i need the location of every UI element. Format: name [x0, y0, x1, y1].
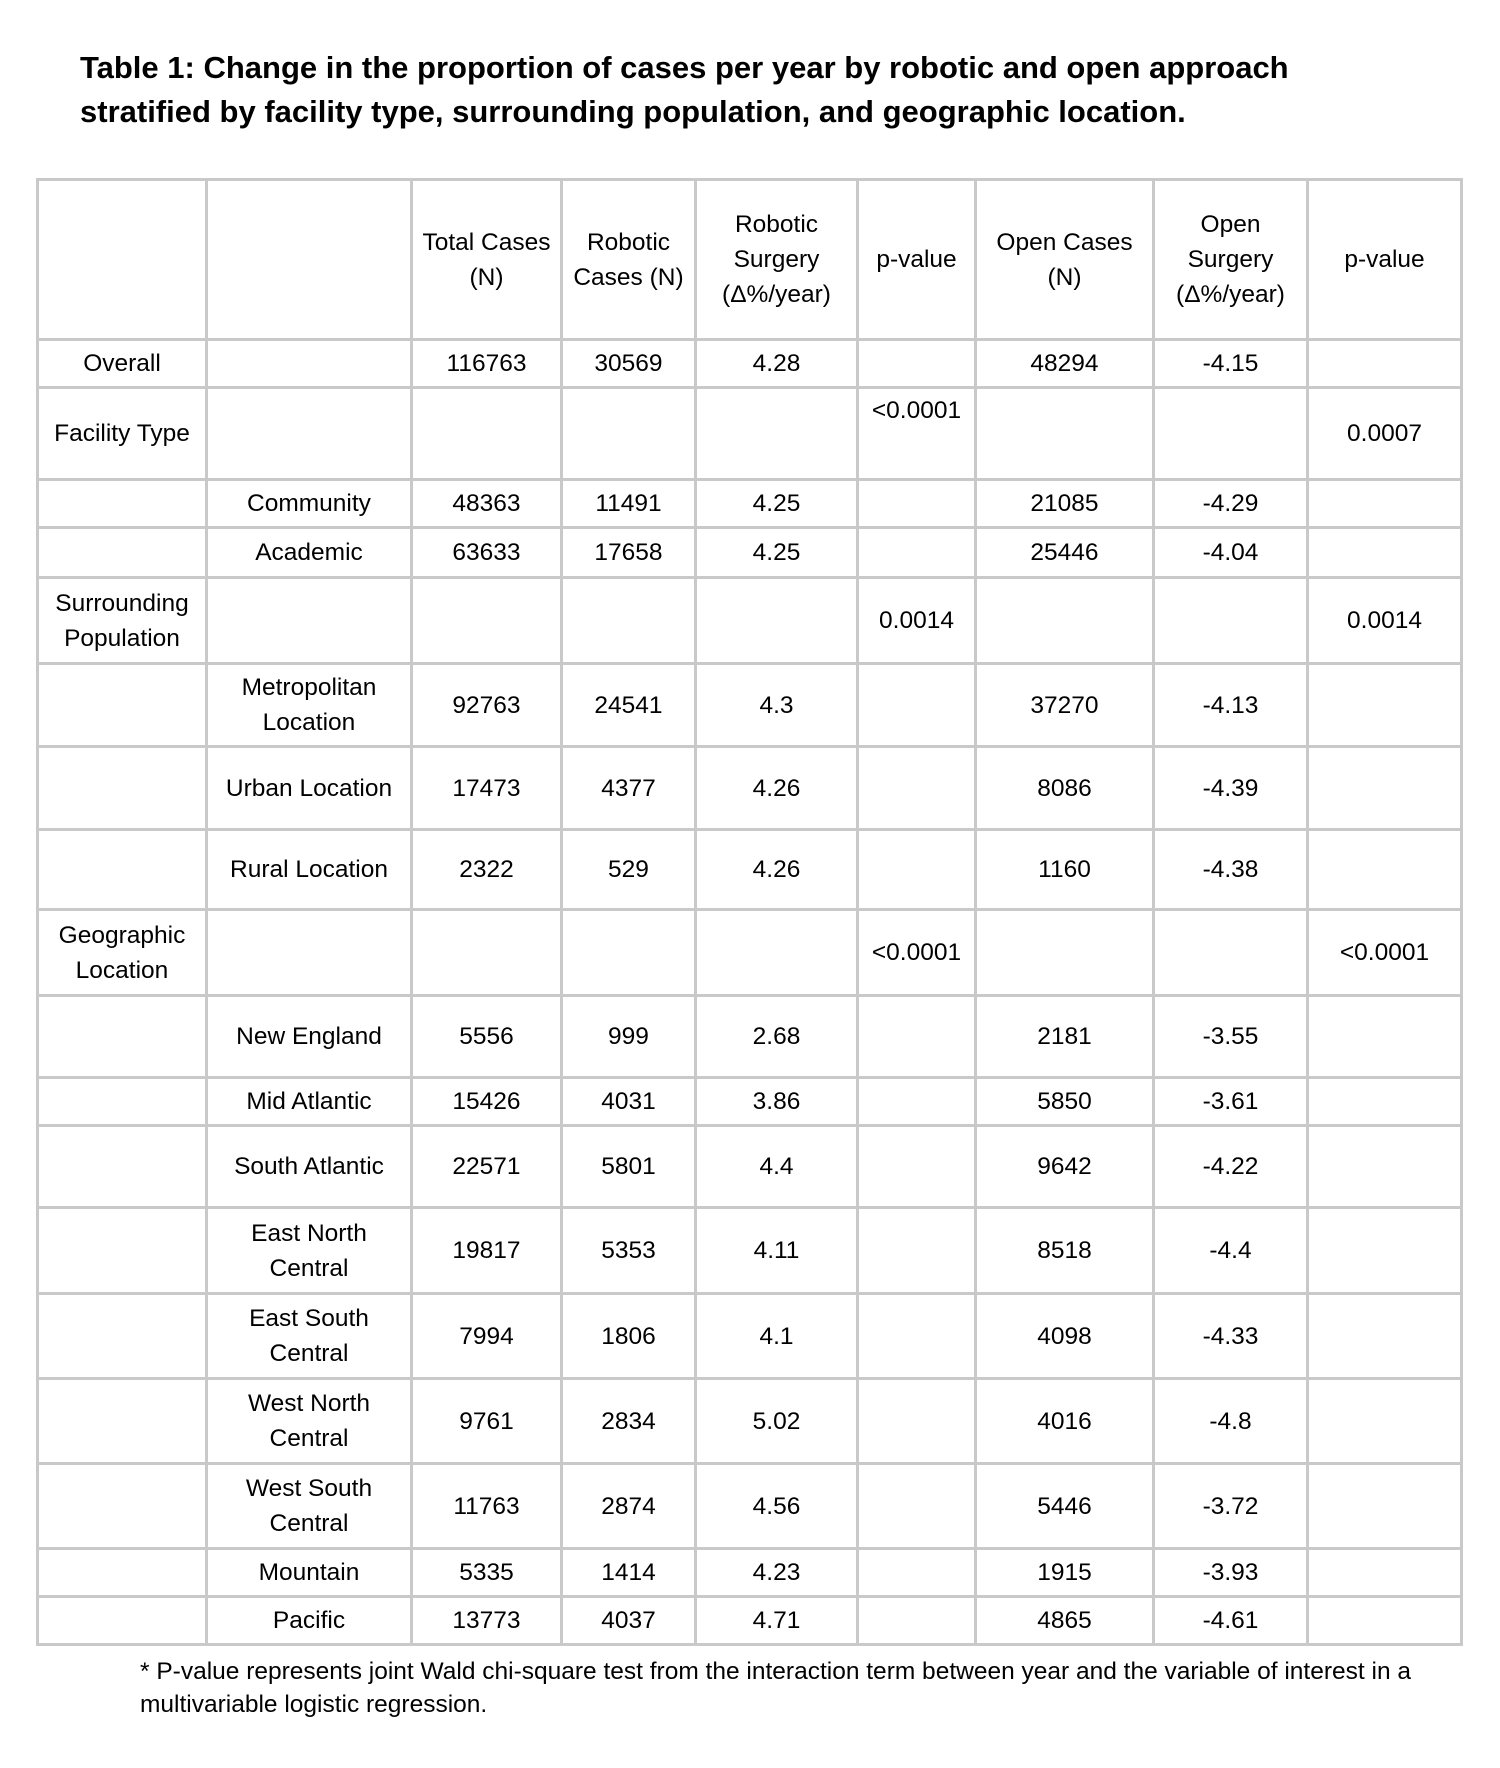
header-cell-subgroup — [207, 180, 412, 340]
cell-robotic-surgery-change: 4.4 — [696, 1126, 858, 1208]
cell-subgroup — [207, 578, 412, 664]
cell-robotic-cases: 1414 — [562, 1549, 696, 1597]
cell-robotic-cases: 2874 — [562, 1464, 696, 1549]
table-row — [38, 578, 1462, 664]
cell-open-cases — [976, 910, 1154, 996]
cell-robotic-p-value — [858, 664, 976, 747]
cell-open-surgery-change: -4.38 — [1154, 830, 1308, 910]
cell-open-cases: 4016 — [976, 1379, 1154, 1464]
header-cell-total-cases: Total Cases (N) — [412, 180, 562, 340]
cell-group — [38, 830, 207, 910]
cell-robotic-surgery-change: 4.11 — [696, 1208, 858, 1294]
cell-subgroup: West North Central — [207, 1379, 412, 1464]
cell-robotic-p-value — [858, 830, 976, 910]
cell-open-p-value — [1308, 1208, 1462, 1294]
cell-group: Overall — [38, 340, 207, 388]
cell-robotic-cases: 11491 — [562, 480, 696, 528]
cell-open-cases: 25446 — [976, 528, 1154, 578]
table-row — [38, 1208, 1462, 1294]
cell-robotic-surgery-change: 4.26 — [696, 747, 858, 830]
cell-robotic-p-value — [858, 1208, 976, 1294]
cell-robotic-p-value: <0.0001 — [858, 910, 976, 996]
table-row — [38, 1126, 1462, 1208]
cell-open-surgery-change: -4.04 — [1154, 528, 1308, 578]
cell-robotic-cases: 24541 — [562, 664, 696, 747]
cell-open-cases: 8086 — [976, 747, 1154, 830]
cell-robotic-p-value — [858, 1549, 976, 1597]
cell-open-cases — [976, 388, 1154, 480]
cell-group — [38, 996, 207, 1078]
cell-open-p-value — [1308, 996, 1462, 1078]
table-body — [38, 180, 1462, 1645]
header-cell-open-surgery-change: Open Surgery (Δ%/year) — [1154, 180, 1308, 340]
cell-robotic-surgery-change: 4.25 — [696, 528, 858, 578]
cell-total-cases: 9761 — [412, 1379, 562, 1464]
cell-robotic-p-value — [858, 340, 976, 388]
table-row — [38, 1294, 1462, 1379]
cell-group — [38, 1379, 207, 1464]
cell-robotic-surgery-change — [696, 910, 858, 996]
cell-open-cases: 1915 — [976, 1549, 1154, 1597]
cell-open-cases: 5850 — [976, 1078, 1154, 1126]
data-table-container — [36, 178, 1463, 1646]
cell-open-surgery-change: -4.22 — [1154, 1126, 1308, 1208]
cell-total-cases — [412, 578, 562, 664]
cell-group — [38, 1597, 207, 1645]
cell-open-surgery-change: -4.4 — [1154, 1208, 1308, 1294]
header-cell-robotic-surgery-change: Robotic Surgery (Δ%/year) — [696, 180, 858, 340]
cell-open-p-value — [1308, 1597, 1462, 1645]
table-row — [38, 1549, 1462, 1597]
cell-subgroup: Metropolitan Location — [207, 664, 412, 747]
cell-open-surgery-change: -4.8 — [1154, 1379, 1308, 1464]
cell-group: Surrounding Population — [38, 578, 207, 664]
cell-open-p-value — [1308, 340, 1462, 388]
cell-open-p-value — [1308, 1379, 1462, 1464]
table-row — [38, 528, 1462, 578]
cell-group — [38, 1208, 207, 1294]
cell-open-surgery-change: -4.15 — [1154, 340, 1308, 388]
cell-total-cases: 13773 — [412, 1597, 562, 1645]
cell-subgroup: Academic — [207, 528, 412, 578]
cell-total-cases: 5556 — [412, 996, 562, 1078]
cell-subgroup: Pacific — [207, 1597, 412, 1645]
cell-subgroup: Rural Location — [207, 830, 412, 910]
table-row — [38, 747, 1462, 830]
cell-group — [38, 1549, 207, 1597]
cell-robotic-p-value — [858, 1597, 976, 1645]
cell-open-p-value — [1308, 480, 1462, 528]
cell-open-p-value — [1308, 528, 1462, 578]
cell-open-cases: 5446 — [976, 1464, 1154, 1549]
cell-robotic-p-value — [858, 528, 976, 578]
cell-group — [38, 480, 207, 528]
cell-group — [38, 1294, 207, 1379]
cell-total-cases: 63633 — [412, 528, 562, 578]
cell-group — [38, 664, 207, 747]
cell-robotic-surgery-change: 4.56 — [696, 1464, 858, 1549]
cell-open-p-value: <0.0001 — [1308, 910, 1462, 996]
cell-robotic-surgery-change: 4.3 — [696, 664, 858, 747]
cell-robotic-surgery-change: 4.25 — [696, 480, 858, 528]
table-row — [38, 480, 1462, 528]
cell-robotic-cases: 4031 — [562, 1078, 696, 1126]
cell-total-cases: 92763 — [412, 664, 562, 747]
cell-open-surgery-change: -3.61 — [1154, 1078, 1308, 1126]
cell-total-cases: 48363 — [412, 480, 562, 528]
cell-open-p-value — [1308, 747, 1462, 830]
cell-robotic-surgery-change — [696, 388, 858, 480]
cell-open-surgery-change: -4.13 — [1154, 664, 1308, 747]
cell-robotic-cases — [562, 910, 696, 996]
cell-group — [38, 1126, 207, 1208]
cell-robotic-p-value: <0.0001 — [858, 388, 976, 480]
cell-open-cases: 2181 — [976, 996, 1154, 1078]
cell-subgroup: Mountain — [207, 1549, 412, 1597]
cell-subgroup: East South Central — [207, 1294, 412, 1379]
header-cell-group — [38, 180, 207, 340]
header-cell-open-cases: Open Cases (N) — [976, 180, 1154, 340]
cell-total-cases: 2322 — [412, 830, 562, 910]
cell-subgroup: Community — [207, 480, 412, 528]
cell-group — [38, 528, 207, 578]
cell-robotic-surgery-change: 4.23 — [696, 1549, 858, 1597]
table-row — [38, 340, 1462, 388]
cell-open-surgery-change: -4.39 — [1154, 747, 1308, 830]
cell-total-cases: 15426 — [412, 1078, 562, 1126]
cell-total-cases — [412, 388, 562, 480]
cell-group — [38, 1464, 207, 1549]
cell-subgroup: West South Central — [207, 1464, 412, 1549]
cell-open-cases — [976, 578, 1154, 664]
cell-subgroup: South Atlantic — [207, 1126, 412, 1208]
cell-open-cases: 4865 — [976, 1597, 1154, 1645]
cell-group: Facility Type — [38, 388, 207, 480]
cell-open-p-value — [1308, 1078, 1462, 1126]
cell-robotic-cases: 2834 — [562, 1379, 696, 1464]
cell-subgroup: Urban Location — [207, 747, 412, 830]
cell-robotic-p-value — [858, 1379, 976, 1464]
cell-open-p-value: 0.0007 — [1308, 388, 1462, 480]
cell-open-cases: 4098 — [976, 1294, 1154, 1379]
table-row — [38, 1078, 1462, 1126]
cell-robotic-p-value — [858, 1294, 976, 1379]
cell-robotic-surgery-change: 2.68 — [696, 996, 858, 1078]
cell-robotic-cases — [562, 388, 696, 480]
cell-robotic-surgery-change: 4.28 — [696, 340, 858, 388]
cell-open-surgery-change — [1154, 910, 1308, 996]
cell-total-cases: 19817 — [412, 1208, 562, 1294]
cell-robotic-surgery-change — [696, 578, 858, 664]
header-cell-robotic-cases: Robotic Cases (N) — [562, 180, 696, 340]
cell-open-p-value: 0.0014 — [1308, 578, 1462, 664]
cell-open-cases: 9642 — [976, 1126, 1154, 1208]
cell-robotic-surgery-change: 4.71 — [696, 1597, 858, 1645]
cell-group — [38, 1078, 207, 1126]
table-row — [38, 830, 1462, 910]
cell-robotic-p-value — [858, 1126, 976, 1208]
header-cell-open-p-value: p-value — [1308, 180, 1462, 340]
cell-open-surgery-change: -4.29 — [1154, 480, 1308, 528]
cell-robotic-p-value — [858, 996, 976, 1078]
cell-total-cases: 7994 — [412, 1294, 562, 1379]
cell-robotic-p-value — [858, 1464, 976, 1549]
cell-open-cases: 37270 — [976, 664, 1154, 747]
table-row — [38, 996, 1462, 1078]
cell-robotic-surgery-change: 5.02 — [696, 1379, 858, 1464]
cell-subgroup — [207, 388, 412, 480]
cell-robotic-cases: 1806 — [562, 1294, 696, 1379]
cell-open-cases: 21085 — [976, 480, 1154, 528]
cell-open-p-value — [1308, 664, 1462, 747]
header-row — [38, 180, 1462, 340]
table-row — [38, 1597, 1462, 1645]
cell-open-surgery-change: -4.61 — [1154, 1597, 1308, 1645]
data-table — [36, 178, 1463, 1646]
table-row — [38, 1464, 1462, 1549]
cell-robotic-p-value — [858, 480, 976, 528]
cell-subgroup: East North Central — [207, 1208, 412, 1294]
cell-robotic-cases — [562, 578, 696, 664]
cell-open-p-value — [1308, 1464, 1462, 1549]
cell-robotic-p-value — [858, 1078, 976, 1126]
cell-open-surgery-change: -3.93 — [1154, 1549, 1308, 1597]
cell-open-p-value — [1308, 1126, 1462, 1208]
cell-open-p-value — [1308, 830, 1462, 910]
cell-total-cases: 5335 — [412, 1549, 562, 1597]
table-row — [38, 910, 1462, 996]
footnote: * P-value represents joint Wald chi-square test from the interaction term between year and the variable of interest in a multivariable logistic regression. — [140, 1658, 1412, 1718]
cell-subgroup — [207, 910, 412, 996]
cell-robotic-cases: 4037 — [562, 1597, 696, 1645]
cell-open-surgery-change — [1154, 388, 1308, 480]
cell-robotic-surgery-change: 4.1 — [696, 1294, 858, 1379]
cell-subgroup: New England — [207, 996, 412, 1078]
cell-group: Geographic Location — [38, 910, 207, 996]
table-title: Table 1: Change in the proportion of cases per year by robotic and open approach stratified by facility type, surrounding population, and geographic location. — [80, 50, 1289, 129]
table-row — [38, 1379, 1462, 1464]
cell-open-cases: 1160 — [976, 830, 1154, 910]
cell-total-cases: 22571 — [412, 1126, 562, 1208]
cell-robotic-cases: 529 — [562, 830, 696, 910]
cell-robotic-p-value: 0.0014 — [858, 578, 976, 664]
cell-subgroup — [207, 340, 412, 388]
cell-robotic-surgery-change: 4.26 — [696, 830, 858, 910]
header-cell-robotic-p-value: p-value — [858, 180, 976, 340]
cell-total-cases: 17473 — [412, 747, 562, 830]
cell-group — [38, 747, 207, 830]
cell-open-cases: 48294 — [976, 340, 1154, 388]
cell-robotic-cases: 5353 — [562, 1208, 696, 1294]
table-row — [38, 664, 1462, 747]
cell-open-surgery-change: -3.72 — [1154, 1464, 1308, 1549]
cell-subgroup: Mid Atlantic — [207, 1078, 412, 1126]
cell-robotic-surgery-change: 3.86 — [696, 1078, 858, 1126]
cell-open-surgery-change: -4.33 — [1154, 1294, 1308, 1379]
cell-robotic-cases: 5801 — [562, 1126, 696, 1208]
cell-robotic-cases: 30569 — [562, 340, 696, 388]
cell-total-cases: 116763 — [412, 340, 562, 388]
table-row — [38, 388, 1462, 480]
cell-open-surgery-change: -3.55 — [1154, 996, 1308, 1078]
cell-robotic-cases: 4377 — [562, 747, 696, 830]
cell-total-cases: 11763 — [412, 1464, 562, 1549]
cell-open-surgery-change — [1154, 578, 1308, 664]
cell-open-p-value — [1308, 1294, 1462, 1379]
cell-total-cases — [412, 910, 562, 996]
cell-robotic-p-value — [858, 747, 976, 830]
cell-open-p-value — [1308, 1549, 1462, 1597]
cell-robotic-cases: 17658 — [562, 528, 696, 578]
cell-open-cases: 8518 — [976, 1208, 1154, 1294]
cell-robotic-cases: 999 — [562, 996, 696, 1078]
